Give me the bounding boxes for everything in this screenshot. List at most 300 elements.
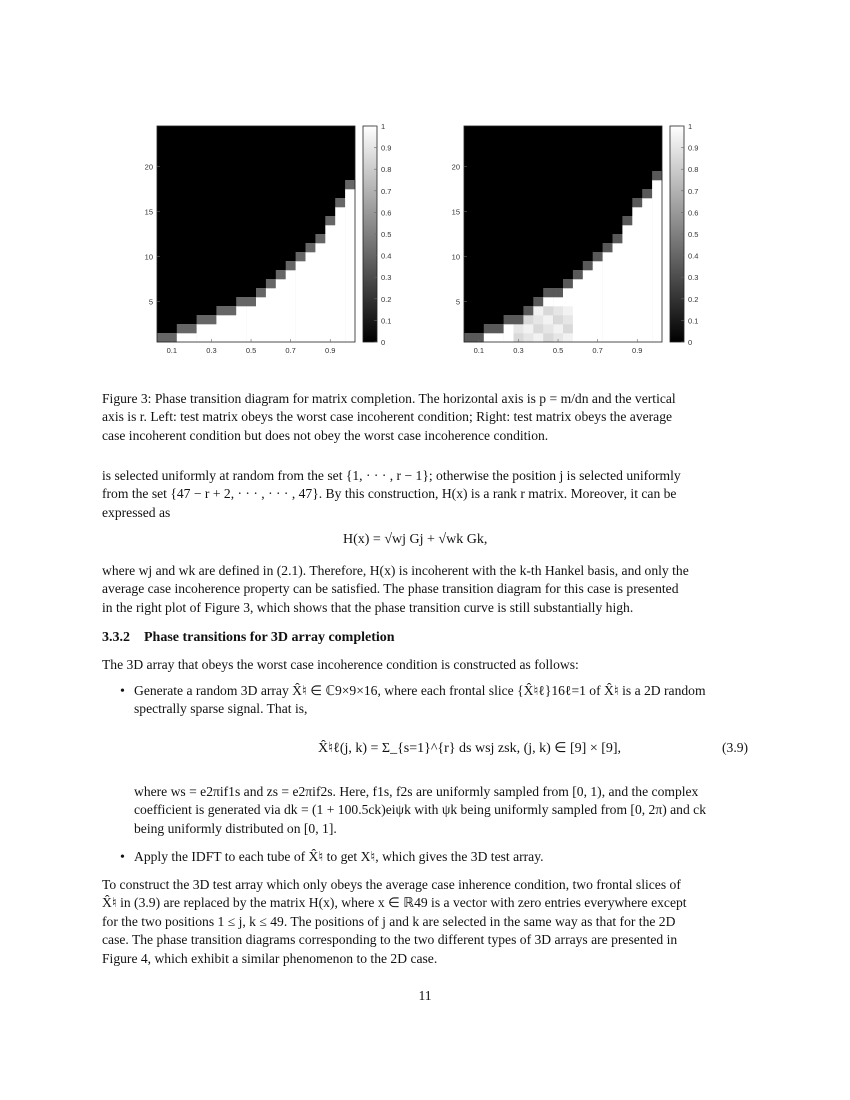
- heatmap-cell: [335, 306, 345, 315]
- heatmap-cell: [345, 270, 355, 279]
- heatmap-cell: [603, 324, 613, 333]
- heatmap-cell: [583, 306, 593, 315]
- heatmap-cell: [622, 225, 632, 234]
- heatmap-cell: [652, 252, 662, 261]
- heatmap-cell: [543, 324, 553, 333]
- heatmap-cell: [533, 306, 543, 315]
- heatmap-cell: [622, 306, 632, 315]
- y-tick-label: 20: [144, 162, 153, 172]
- heatmap-cell: [652, 243, 662, 252]
- heatmap-cell: [216, 333, 226, 342]
- heatmap-cell: [335, 270, 345, 279]
- heatmap-cell: [335, 234, 345, 243]
- heatmap-cell: [563, 306, 573, 315]
- heatmap-cell: [593, 288, 603, 297]
- heatmap-cell: [613, 243, 623, 252]
- heatmap-cell: [157, 333, 167, 342]
- heatmap-cell: [583, 261, 593, 270]
- heatmap-cell: [613, 306, 623, 315]
- heatmap-cell: [276, 333, 286, 342]
- heatmap-cell: [345, 216, 355, 225]
- x-tick-label: 0.9: [632, 346, 643, 355]
- heatmap-cell: [553, 288, 563, 297]
- heatmap-cell: [286, 315, 296, 324]
- heatmap-cell: [642, 225, 652, 234]
- heatmap-cell: [573, 288, 583, 297]
- heatmap-cell: [642, 243, 652, 252]
- heatmap-cell: [345, 315, 355, 324]
- x-tick-label: 0.7: [592, 346, 603, 355]
- text-line: Generate a random 3D array X̂♮ ∈ ℂ9×9×16, where each frontal slice {X̂♮ℓ}16ℓ=1 of X̂♮ is a 2D random: [134, 683, 706, 698]
- heatmap-cell: [632, 279, 642, 288]
- heatmap-cell: [543, 297, 553, 306]
- heatmap-cell: [335, 216, 345, 225]
- caption-line: axis is r. Left: test matrix obeys the worst case incoherent condition; Right: test matrix obeys the average: [102, 409, 673, 425]
- heatmap-cell: [573, 270, 583, 279]
- heatmap-cell: [583, 279, 593, 288]
- heatmap-cell: [632, 297, 642, 306]
- colorbar-tick-label: 0.7: [688, 186, 699, 196]
- heatmap-cell: [226, 306, 236, 315]
- heatmap-cell: [523, 306, 533, 315]
- heatmap-cell: [563, 315, 573, 324]
- section-title: Phase transitions for 3D array completion: [144, 630, 395, 645]
- heatmap-cell: [306, 261, 316, 270]
- heatmap-cell: [187, 324, 197, 333]
- heatmap-cell: [306, 324, 316, 333]
- text-line: for the two positions 1 ≤ j, k ≤ 49. The positions of j and k are selected in the same way as that for the 2D: [102, 913, 676, 929]
- heatmap-cell: [187, 333, 197, 342]
- heatmap-cell: [593, 324, 603, 333]
- heatmap-cell: [652, 288, 662, 297]
- heatmap-cell: [533, 324, 543, 333]
- heatmap-cell: [553, 315, 563, 324]
- heatmap-cell: [583, 315, 593, 324]
- heatmap-cell: [315, 234, 325, 243]
- heatmap-cell: [593, 297, 603, 306]
- heatmap-cell: [226, 315, 236, 324]
- heatmap-cell: [345, 198, 355, 207]
- x-tick-label: 0.5: [552, 346, 564, 355]
- heatmap-cell: [543, 288, 553, 297]
- colorbar-tick-label: 0.9: [381, 143, 392, 153]
- heatmap-cell: [335, 279, 345, 288]
- heatmap-cell: [553, 297, 563, 306]
- heatmap-cell: [573, 279, 583, 288]
- heatmap-cell: [632, 315, 642, 324]
- heatmap-cell: [484, 324, 494, 333]
- heatmap-cell: [296, 315, 306, 324]
- heatmap-cell: [345, 306, 355, 315]
- text-line: from the set {47 − r + 2, · · · , · · · , 47}. By this construction, H(x) is a rank r matrix. Moreover, it can be: [102, 486, 677, 502]
- heatmap-cell: [345, 333, 355, 342]
- text-line: X̂♮ in (3.9) are replaced by the matrix H(x), where x ∈ ℝ49 is a vector with zero entries everywhere except: [102, 895, 687, 911]
- heatmap-cell: [583, 297, 593, 306]
- heatmap-cell: [306, 333, 316, 342]
- heatmap-cell: [603, 252, 613, 261]
- heatmap-cell: [236, 297, 246, 306]
- heatmap-cell: [197, 333, 207, 342]
- colorbar-tick-label: 0.4: [381, 251, 392, 261]
- heatmap-cell: [563, 324, 573, 333]
- heatmap-cell: [286, 297, 296, 306]
- heatmap-cell: [266, 279, 276, 288]
- heatmap-cell: [256, 333, 266, 342]
- y-tick-label: 5: [148, 297, 153, 307]
- text-line: where ws = e2πif1s and zs = e2πif2s. Here, f1s, f2s are uniformly sampled from [0, 1), and the complex: [134, 784, 699, 799]
- heatmap-cell: [197, 324, 207, 333]
- heatmap-cell: [632, 243, 642, 252]
- x-tick-label: 0.1: [473, 346, 485, 355]
- heatmap-cell: [583, 288, 593, 297]
- heatmap-cell: [632, 198, 642, 207]
- heatmap-cell: [553, 306, 563, 315]
- heatmap-cell: [652, 279, 662, 288]
- heatmap-cell: [652, 297, 662, 306]
- heatmap-cell: [494, 324, 504, 333]
- heatmap-cell: [573, 333, 583, 342]
- heatmap-cell: [632, 306, 642, 315]
- heatmap-cell: [593, 279, 603, 288]
- heatmap-cell: [256, 324, 266, 333]
- heatmap-cell: [523, 315, 533, 324]
- heatmap-cell: [652, 315, 662, 324]
- heatmap-cell: [613, 252, 623, 261]
- colorbar-tick-label: 0.7: [381, 186, 392, 196]
- heatmap-cell: [603, 315, 613, 324]
- heatmap-cell: [642, 234, 652, 243]
- heatmap-cell: [335, 333, 345, 342]
- heatmap-cell: [514, 324, 524, 333]
- heatmap-cell: [335, 288, 345, 297]
- heatmap-cell: [266, 297, 276, 306]
- heatmap-cell: [266, 315, 276, 324]
- heatmap-cell: [276, 279, 286, 288]
- heatmap-cell: [315, 243, 325, 252]
- bullet-icon: •: [120, 850, 125, 865]
- figure-right: [442, 118, 702, 363]
- heatmap-cell: [632, 252, 642, 261]
- heatmap-cell: [632, 216, 642, 225]
- heatmap-cell: [276, 288, 286, 297]
- heatmap-cell: [325, 225, 335, 234]
- heatmap-cell: [593, 261, 603, 270]
- heatmap-cell: [603, 333, 613, 342]
- bullet-item: [134, 682, 750, 719]
- heatmap-cell: [266, 333, 276, 342]
- heatmap-cell: [622, 261, 632, 270]
- heatmap-cell: [563, 279, 573, 288]
- heatmap-cell: [306, 270, 316, 279]
- text-line: Figure 4, which exhibit a similar phenomenon to the 2D case.: [102, 950, 438, 966]
- heatmap-cell: [642, 333, 652, 342]
- heatmap-cell: [315, 252, 325, 261]
- heatmap-cell: [276, 297, 286, 306]
- heatmap-cell: [246, 297, 256, 306]
- heatmap-cell: [306, 279, 316, 288]
- heatmap-cell: [613, 279, 623, 288]
- heatmap-cell: [207, 324, 217, 333]
- heatmap-cell: [286, 270, 296, 279]
- heatmap-cell: [236, 306, 246, 315]
- heatmap-cell: [335, 252, 345, 261]
- heatmap-cell: [464, 333, 474, 342]
- heatmap-cell: [216, 315, 226, 324]
- heatmap-cell: [345, 207, 355, 216]
- heatmap-cell: [315, 306, 325, 315]
- heatmap-cell: [286, 288, 296, 297]
- heatmap-cell: [553, 324, 563, 333]
- heatmap-cell: [523, 333, 533, 342]
- heatmap-cell: [226, 333, 236, 342]
- heatmap-cell: [593, 306, 603, 315]
- x-tick-label: 0.1: [166, 346, 178, 355]
- colorbar-tick-label: 0.2: [381, 294, 392, 304]
- heatmap-cell: [246, 324, 256, 333]
- heatmap-cell: [345, 225, 355, 234]
- heatmap-cell: [345, 189, 355, 198]
- heatmap-cell: [583, 270, 593, 279]
- heatmap-cell: [533, 297, 543, 306]
- heatmap-cell: [296, 270, 306, 279]
- heatmap-cell: [296, 324, 306, 333]
- heatmap-cell: [622, 243, 632, 252]
- heatmap-cell: [642, 189, 652, 198]
- colorbar-tick-label: 0.2: [688, 294, 699, 304]
- colorbar-tick-label: 0.5: [381, 230, 392, 239]
- heatmap-cell: [583, 333, 593, 342]
- heatmap-cell: [306, 243, 316, 252]
- y-tick-label: 5: [455, 297, 460, 307]
- heatmap-cell: [622, 324, 632, 333]
- heatmap-cell: [613, 261, 623, 270]
- heatmap-cell: [613, 288, 623, 297]
- heatmap-cell: [306, 297, 316, 306]
- heatmap-cell: [632, 207, 642, 216]
- heatmap-cell: [642, 252, 652, 261]
- heatmap-cell: [246, 315, 256, 324]
- heatmap-cell: [325, 306, 335, 315]
- text-line: spectrally sparse signal. That is,: [134, 701, 308, 717]
- heatmap-cell: [622, 216, 632, 225]
- heatmap-cell: [286, 279, 296, 288]
- heatmap-cell: [236, 324, 246, 333]
- paragraph: [102, 467, 750, 522]
- heatmap-cell: [296, 306, 306, 315]
- heatmap-cell: [306, 306, 316, 315]
- heatmap-cell: [207, 315, 217, 324]
- x-tick-label: 0.3: [513, 346, 524, 355]
- heatmap-cell: [632, 225, 642, 234]
- heatmap-cell: [642, 324, 652, 333]
- heatmap-cell: [296, 333, 306, 342]
- heatmap-cell: [642, 315, 652, 324]
- heatmap-cell: [642, 261, 652, 270]
- heatmap-cell: [603, 288, 613, 297]
- paragraph: The 3D array that obeys the worst case incoherence condition is constructed as follows:: [102, 657, 579, 672]
- heatmap-cell: [543, 306, 553, 315]
- heatmap-cell: [325, 270, 335, 279]
- heatmap-cell: [335, 315, 345, 324]
- figure-caption: [102, 390, 750, 445]
- page-number: 11: [418, 988, 432, 1003]
- heatmap-cell: [325, 288, 335, 297]
- heatmap-cell: [622, 288, 632, 297]
- heatmap-cell: [603, 261, 613, 270]
- phase-transition-heatmap-left: [135, 118, 395, 358]
- heatmap-cell: [504, 324, 514, 333]
- heatmap-cell: [632, 234, 642, 243]
- heatmap-cell: [583, 324, 593, 333]
- x-tick-label: 0.3: [206, 346, 217, 355]
- heatmap-cell: [652, 270, 662, 279]
- heatmap-cell: [573, 324, 583, 333]
- heatmap-cell: [603, 270, 613, 279]
- heatmap-cell: [296, 297, 306, 306]
- colorbar-tick-label: 0.3: [381, 273, 392, 283]
- colorbar-tick-label: 0: [688, 338, 693, 347]
- heatmap-cell: [632, 288, 642, 297]
- heatmap-cell: [315, 324, 325, 333]
- heatmap-cell: [622, 252, 632, 261]
- heatmap-cell: [593, 270, 603, 279]
- colorbar-tick-label: 0.9: [688, 143, 699, 153]
- section-number: 3.3.2: [102, 630, 130, 645]
- heatmap-cell: [622, 234, 632, 243]
- heatmap-cell: [652, 261, 662, 270]
- heatmap-cell: [315, 279, 325, 288]
- text-line: case. The phase transition diagrams corresponding to the two different types of 3D arrays are presented in: [102, 932, 678, 948]
- heatmap-cell: [613, 270, 623, 279]
- heatmap-cell: [543, 315, 553, 324]
- heatmap-cell: [642, 279, 652, 288]
- y-tick-label: 15: [144, 207, 153, 217]
- heatmap-cell: [642, 216, 652, 225]
- heatmap-cell: [256, 297, 266, 306]
- heatmap-cell: [266, 306, 276, 315]
- heatmap-cell: [652, 198, 662, 207]
- heatmap-cell: [345, 261, 355, 270]
- heatmap-cell: [622, 279, 632, 288]
- heatmap-cell: [345, 288, 355, 297]
- colorbar-tick-label: 0.6: [381, 208, 392, 218]
- heatmap-cell: [652, 171, 662, 180]
- heatmap-cell: [325, 315, 335, 324]
- heatmap-cell: [523, 324, 533, 333]
- heatmap-cell: [335, 243, 345, 252]
- colorbar-tick-label: 0.1: [381, 316, 392, 326]
- paragraph: [102, 562, 750, 617]
- heatmap-cell: [325, 279, 335, 288]
- heatmap-cell: [622, 270, 632, 279]
- heatmap-cell: [652, 180, 662, 189]
- heatmap-cell: [256, 288, 266, 297]
- heatmap-cell: [306, 288, 316, 297]
- bullet-icon: •: [120, 684, 125, 699]
- heatmap-cell: [197, 315, 207, 324]
- heatmap-cell: [266, 324, 276, 333]
- colorbar-tick-label: 0.3: [688, 273, 699, 283]
- heatmap-cell: [613, 333, 623, 342]
- heatmap-cell: [345, 243, 355, 252]
- heatmap-cell: [345, 279, 355, 288]
- heatmap-cell: [286, 324, 296, 333]
- heatmap-cell: [622, 315, 632, 324]
- text-line: To construct the 3D test array which only obeys the average case inherence condition, two frontal slices of: [102, 877, 681, 892]
- heatmap-cell: [296, 288, 306, 297]
- heatmap-cell: [335, 297, 345, 306]
- heatmap-cell: [335, 261, 345, 270]
- heatmap-cell: [325, 216, 335, 225]
- heatmap-cell: [504, 315, 514, 324]
- heatmap-cell: [345, 234, 355, 243]
- heatmap-cell: [593, 315, 603, 324]
- colorbar-tick-label: 1: [381, 122, 386, 131]
- heatmap-cell: [335, 198, 345, 207]
- heatmap-cell: [632, 270, 642, 279]
- heatmap-cell: [632, 324, 642, 333]
- heatmap-cell: [603, 243, 613, 252]
- heatmap-cell: [345, 297, 355, 306]
- paragraph: [102, 876, 750, 968]
- heatmap-cell: [325, 234, 335, 243]
- heatmap-cell: [276, 306, 286, 315]
- heatmap-cell: [266, 288, 276, 297]
- heatmap-cell: [484, 333, 494, 342]
- x-tick-label: 0.5: [245, 346, 257, 355]
- heatmap-cell: [533, 333, 543, 342]
- text-line: average case incoherence property can be satisfied. The phase transition diagram for this case is presented: [102, 581, 679, 597]
- heatmap-cell: [573, 306, 583, 315]
- y-tick-label: 20: [451, 162, 460, 172]
- colorbar-tick-label: 0.8: [688, 165, 699, 175]
- heatmap-cell: [256, 315, 266, 324]
- text-line: where wj and wk are defined in (2.1). Therefore, H(x) is incoherent with the k-th Hankel basis, and only the: [102, 563, 689, 578]
- heatmap-cell: [652, 189, 662, 198]
- heatmap-cell: [276, 324, 286, 333]
- heatmap-cell: [177, 333, 187, 342]
- heatmap-cell: [593, 252, 603, 261]
- heatmap-cell: [306, 252, 316, 261]
- text-line: being uniformly distributed on [0, 1].: [134, 820, 337, 836]
- heatmap-cell: [345, 252, 355, 261]
- heatmap-cell: [315, 297, 325, 306]
- x-tick-label: 0.9: [325, 346, 336, 355]
- heatmap-cell: [216, 306, 226, 315]
- heatmap-cell: [345, 180, 355, 189]
- equation: X̂♮ℓ(j, k) = Σ_{s=1}^{r} ds wsj zsk, (j, k) ∈ [9] × [9],: [318, 741, 622, 756]
- y-tick-label: 10: [451, 252, 460, 262]
- text-line: in the right plot of Figure 3, which shows that the phase transition curve is still substantially high.: [102, 599, 634, 615]
- heatmap-cell: [345, 324, 355, 333]
- colorbar-tick-label: 0.6: [688, 208, 699, 218]
- heatmap-cell: [603, 279, 613, 288]
- heatmap-cell: [256, 306, 266, 315]
- heatmap-cell: [335, 207, 345, 216]
- heatmap-cell: [642, 306, 652, 315]
- heatmap-cell: [573, 315, 583, 324]
- heatmap-cell: [236, 315, 246, 324]
- heatmap-cell: [276, 315, 286, 324]
- text-line: is selected uniformly at random from the set {1, · · · , r − 1}; otherwise the position j is selected uniformly: [102, 468, 681, 483]
- heatmap-cell: [306, 315, 316, 324]
- heatmap-cell: [315, 288, 325, 297]
- heatmap-cell: [514, 315, 524, 324]
- text-line: expressed as: [102, 504, 171, 520]
- equation-number: (3.9): [722, 740, 749, 755]
- y-tick-label: 10: [144, 252, 153, 262]
- equation: H(x) = √wj Gj + √wk Gk,: [343, 532, 488, 547]
